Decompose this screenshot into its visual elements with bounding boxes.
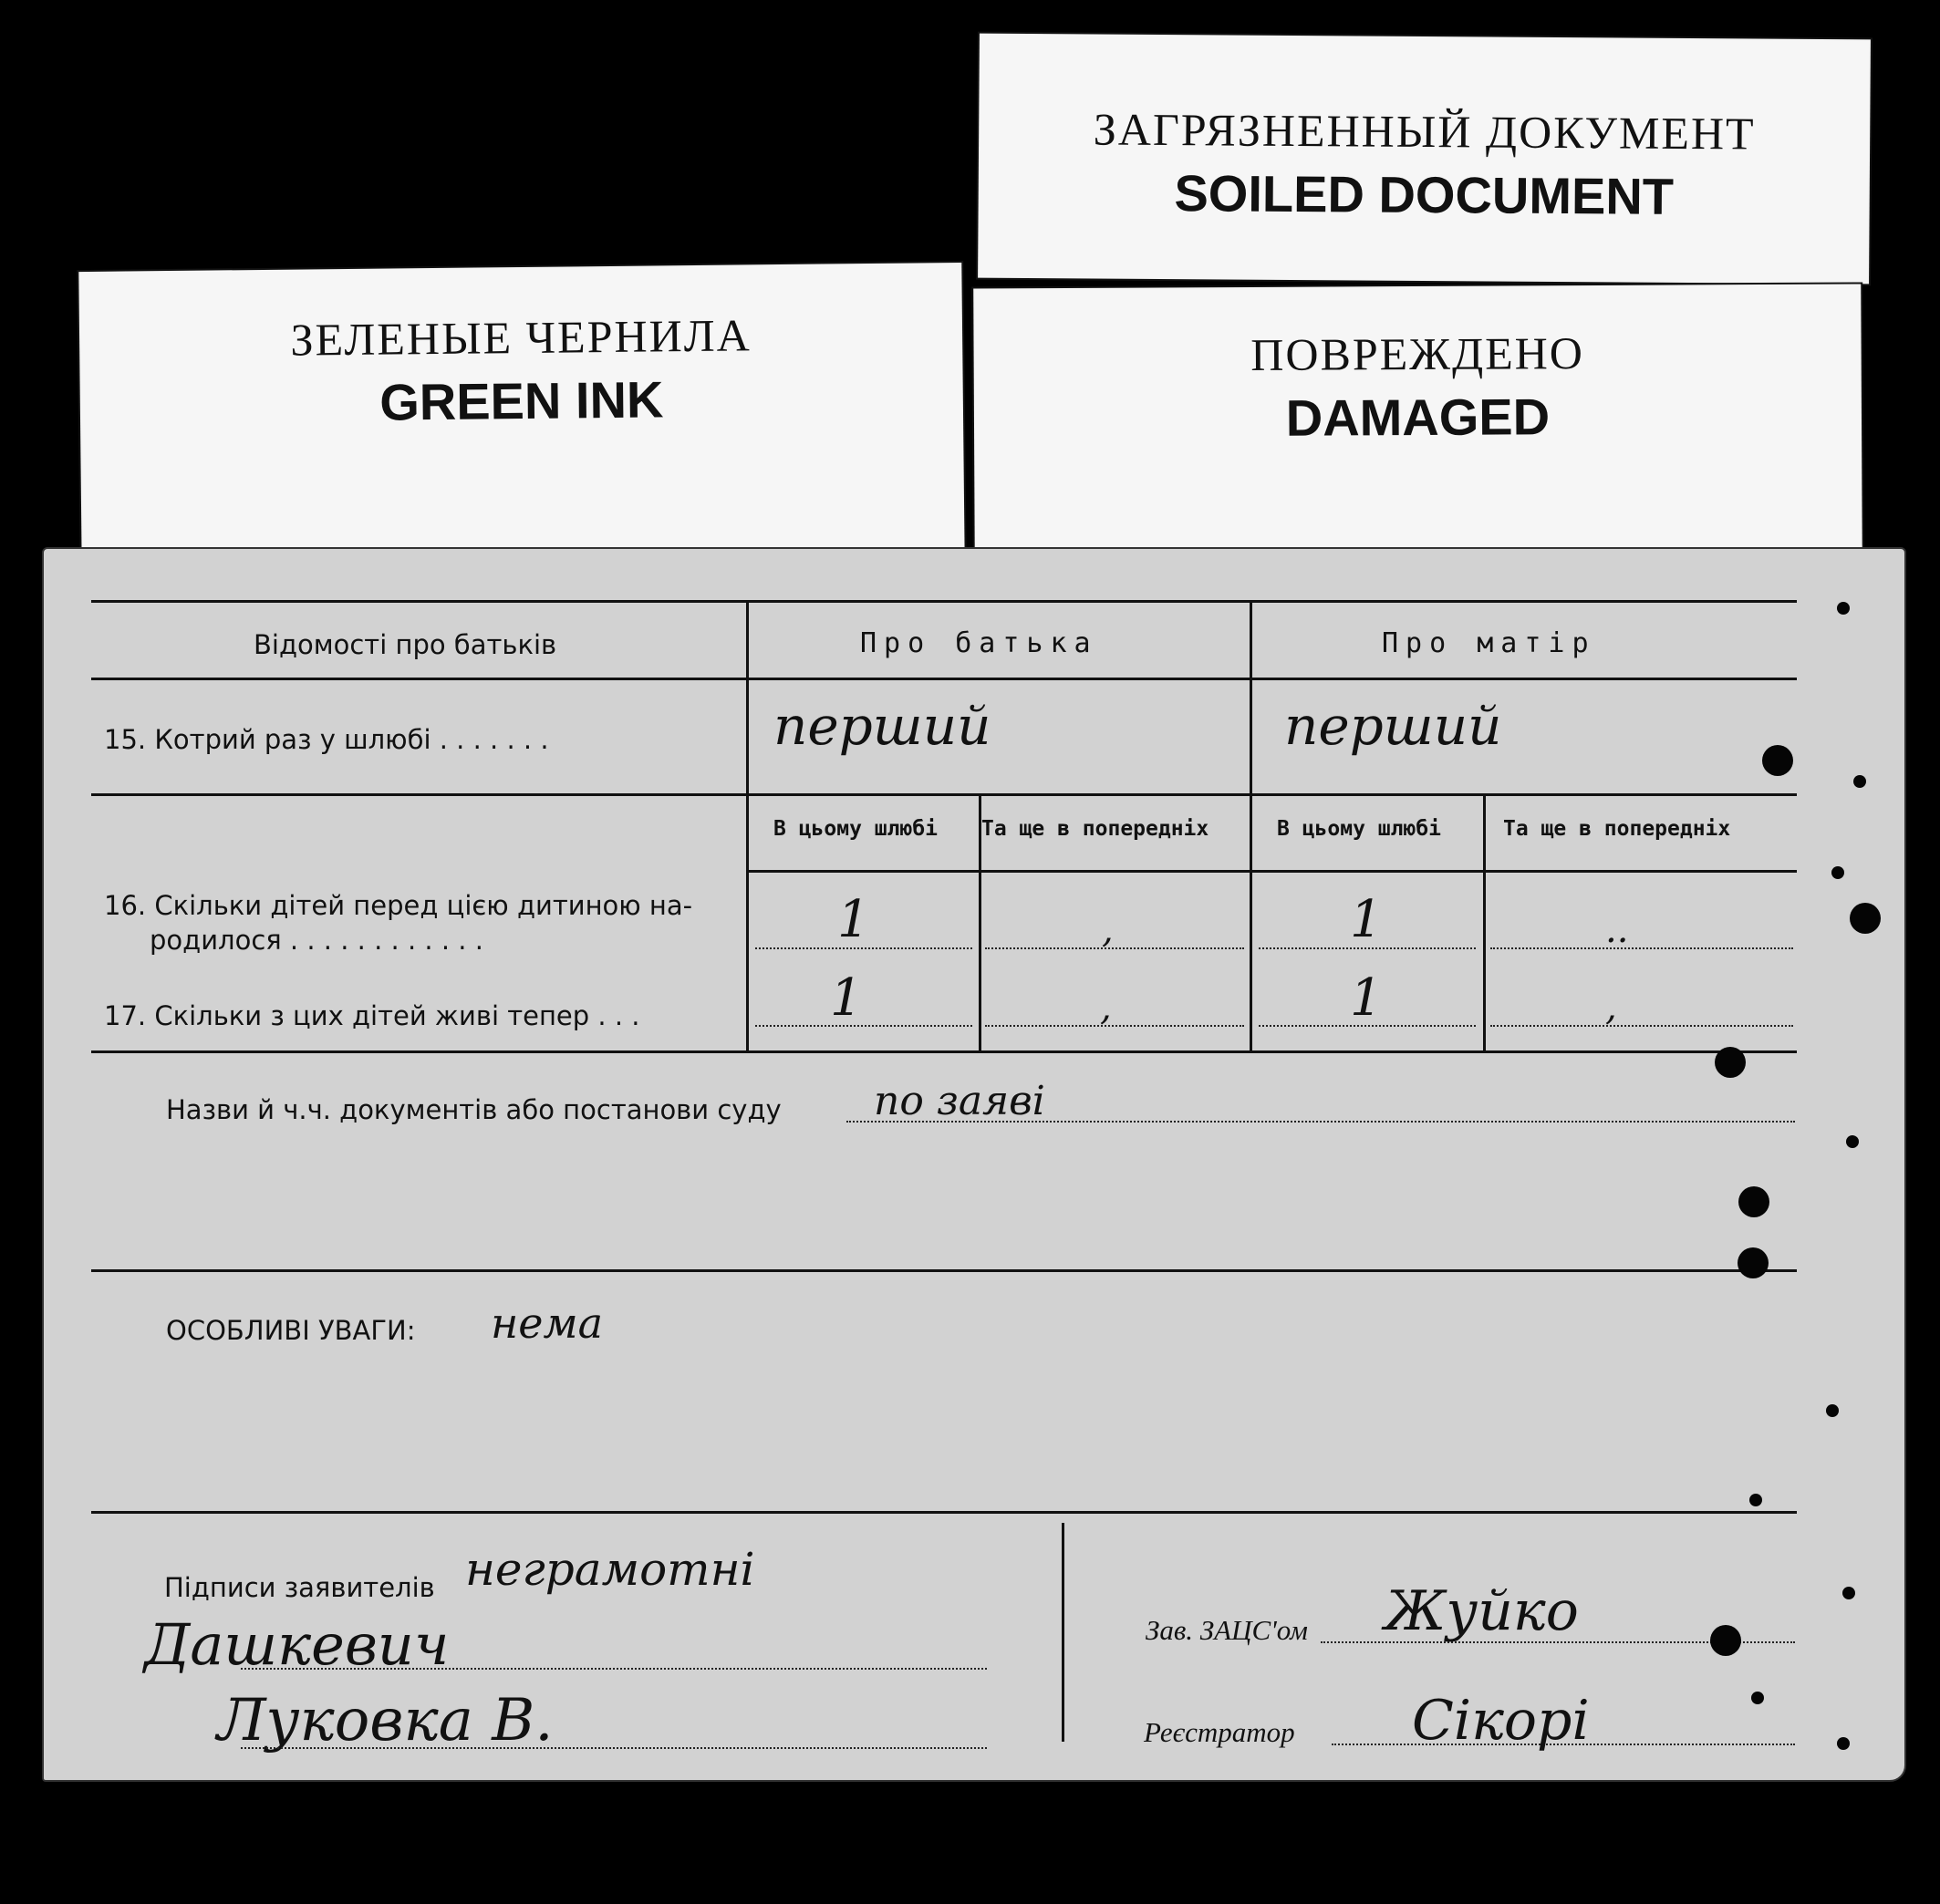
- punch-hole: [1842, 1587, 1855, 1599]
- punch-hole: [1853, 775, 1866, 788]
- applicant2-signature: Луковка В.: [217, 1687, 554, 1754]
- row17-mother-prev: ,: [1605, 987, 1617, 1029]
- applicants-label: Підписи заявителів: [164, 1572, 435, 1603]
- punch-hole: [1738, 1186, 1769, 1217]
- row17-mother-prev-line: [1490, 1025, 1793, 1027]
- damaged-label-ru: ПОВРЕЖДЕНО: [1250, 327, 1585, 380]
- applicant1-signature: Дашкевич: [144, 1611, 450, 1678]
- row16-father-this: 1: [837, 890, 870, 949]
- row16-label-line1: 16. Скільки дітей перед цією дитиною на-: [104, 890, 693, 921]
- documents-label: Назви й ч.ч. документів або постанови суду: [166, 1094, 782, 1125]
- header-mother: Про матір: [1382, 627, 1596, 659]
- col-mother-divider: [1250, 600, 1252, 1050]
- table-top-rule: [91, 600, 1797, 603]
- col-father-divider: [746, 600, 749, 1050]
- soiled-label-en: SOILED DOCUMENT: [1174, 164, 1675, 225]
- col-mother-sub-divider: [1483, 793, 1486, 1050]
- punch-hole: [1710, 1625, 1741, 1656]
- documents-value: по заяві: [874, 1078, 1045, 1124]
- header-father: Про батька: [860, 627, 1098, 659]
- punch-hole: [1846, 1135, 1859, 1148]
- punch-hole: [1749, 1494, 1762, 1506]
- row15-mother-value: перший: [1284, 695, 1502, 757]
- punch-hole: [1751, 1692, 1764, 1704]
- subheader-bottom-rule: [746, 870, 1797, 873]
- row15-father-value: перший: [773, 695, 991, 757]
- soiled-document-label: [978, 34, 1871, 285]
- table-bottom-rule: [91, 1050, 1797, 1053]
- green-ink-label-ru: ЗЕЛЕНЫЕ ЧЕРНИЛА: [290, 309, 752, 366]
- punch-hole: [1738, 1247, 1769, 1278]
- registry-head-signature: Жуйко: [1385, 1579, 1579, 1643]
- row17-father-this: 1: [830, 968, 863, 1028]
- damaged-label: [973, 284, 1862, 562]
- soiled-label-ru: ЗАГРЯЗНЕННЫЙ ДОКУМЕНТ: [1093, 103, 1756, 160]
- applicant1-line: [241, 1668, 987, 1670]
- registry-form-sheet: [42, 547, 1906, 1782]
- applicant2-line: [241, 1747, 987, 1749]
- header-parents-info: Відомості про батьків: [254, 629, 557, 660]
- signatures-top-rule: [91, 1511, 1797, 1514]
- row16-mother-prev: ..: [1605, 909, 1629, 951]
- row17-father-prev: ,: [1100, 987, 1112, 1029]
- applicant-note: неграмотні: [465, 1543, 755, 1596]
- remarks-value: нема: [491, 1299, 604, 1348]
- signatures-divider: [1062, 1523, 1064, 1742]
- registry-head-label: Зав. ЗАЦС'ом: [1146, 1614, 1308, 1646]
- punch-hole: [1837, 602, 1850, 615]
- row15-label: 15. Котрий раз у шлюбі . . . . . . .: [104, 724, 549, 755]
- green-ink-label: [78, 263, 964, 569]
- row17-father-prev-line: [985, 1025, 1244, 1027]
- row16-mother-this: 1: [1350, 890, 1383, 949]
- registrar-label: Реєстратор: [1144, 1716, 1295, 1748]
- row15-bottom-rule: [91, 793, 1797, 796]
- remarks-top-rule: [91, 1269, 1797, 1272]
- registrar-signature: Сікорі: [1412, 1689, 1590, 1753]
- punch-hole: [1762, 745, 1793, 776]
- punch-hole: [1837, 1737, 1850, 1750]
- row16-mother-prev-line: [1490, 947, 1793, 949]
- punch-hole: [1715, 1047, 1746, 1078]
- subheader-father-previous: Та ще в попередніх: [981, 817, 1209, 841]
- header-bottom-rule: [91, 678, 1797, 680]
- row16-father-prev-line: [985, 947, 1244, 949]
- row17-mother-this: 1: [1350, 968, 1383, 1028]
- punch-hole: [1831, 866, 1844, 879]
- punch-hole: [1826, 1404, 1839, 1417]
- punch-hole: [1850, 903, 1881, 934]
- remarks-label: ОСОБЛИВІ УВАГИ:: [166, 1315, 416, 1346]
- row16-father-prev: ,: [1102, 909, 1114, 951]
- damaged-label-en: DAMAGED: [1285, 388, 1551, 447]
- row17-father-this-line: [755, 1025, 972, 1027]
- subheader-mother-previous: Та ще в попередніх: [1503, 817, 1731, 841]
- row17-label: 17. Скільки з цих дітей живі тепер . . .: [104, 1000, 640, 1031]
- subheader-mother-this-marriage: В цьому шлюбі: [1277, 817, 1442, 841]
- green-ink-label-en: GREEN INK: [379, 370, 664, 431]
- row16-label-line2: родилося . . . . . . . . . . . .: [150, 925, 483, 956]
- subheader-father-this-marriage: В цьому шлюбі: [773, 817, 939, 841]
